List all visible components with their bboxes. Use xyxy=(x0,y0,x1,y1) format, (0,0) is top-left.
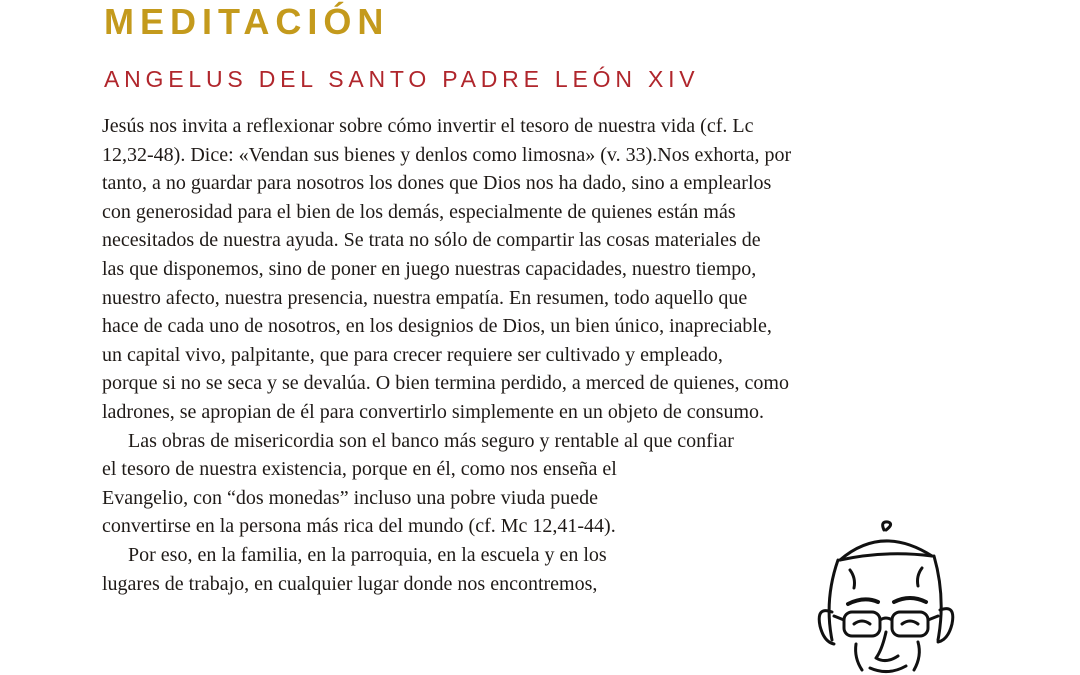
text-line: Jesús nos invita a reflexionar sobre cómo invertir el tesoro de nuestra vida (cf. Lc xyxy=(102,115,754,137)
text-line: con generosidad para el bien de los demás, especialmente de quienes están más xyxy=(102,200,736,223)
text-line: nuestro afecto, nuestra presencia, nuestra empatía. En resumen, todo aquello que xyxy=(102,286,748,309)
text-line: un capital vivo, palpitante, que para crecer requiere ser cultivado y empleado, xyxy=(102,343,723,366)
text-line: 12,32-48). Dice: «Vendan sus bienes y denlos como limosna» (v. 33).Nos exhorta, por xyxy=(102,143,792,166)
text-line: lugares de trabajo, en cualquier lugar donde nos encontremos, xyxy=(102,572,598,595)
text-line: ladrones, se apropian de él para convertirlo simplemente en un objeto de consumo. xyxy=(102,400,765,423)
text-line: Evangelio, con “dos monedas” incluso una pobre viuda puede xyxy=(102,486,598,509)
text-line: las que disponemos, sino de poner en juego nuestras capacidades, nuestro tiempo, xyxy=(102,257,757,280)
text-line: el tesoro de nuestra existencia, porque en él, como nos enseña el xyxy=(102,458,617,481)
text-line: necesitados de nuestra ayuda. Se trata no sólo de compartir las cosas materiales de xyxy=(102,229,761,252)
text-line: tanto, a no guardar para nosotros los dones que Dios nos ha dado, sino a emplearlos xyxy=(102,172,772,195)
text-line: hace de cada uno de nosotros, en los designios de Dios, un bien único, inapreciable, xyxy=(102,315,772,338)
text-line: Las obras de misericordia son el banco más seguro y rentable al que confiar xyxy=(128,429,734,452)
text-line: Por eso, en la familia, en la parroquia, en la escuela y en los xyxy=(128,543,607,566)
text-line: convertirse en la persona más rica del mundo (cf. Mc 12,41-44). xyxy=(102,515,616,538)
subtitle: ANGELUS DEL SANTO PADRE LEÓN XIV xyxy=(104,66,700,92)
pope-portrait-illustration xyxy=(790,520,980,675)
section-title: MEDITACIÓN xyxy=(104,1,390,42)
text-line: porque si no se seca y se devalúa. O bien termina perdido, a merced de quienes, como xyxy=(102,372,789,395)
